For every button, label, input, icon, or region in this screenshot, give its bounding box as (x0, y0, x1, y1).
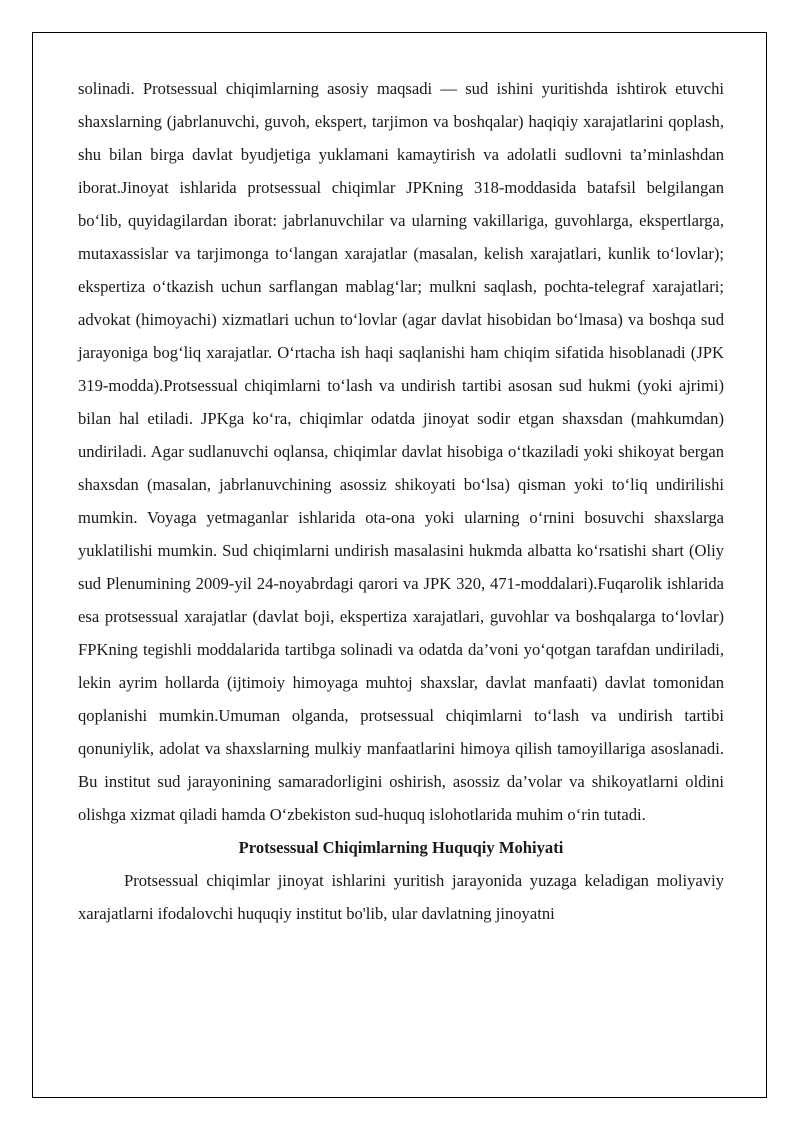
body-paragraph: solinadi. Protsessual chiqimlarning asosiy maqsadi — sud ishini yuritishda ishtirok etuvchi shaxslarning (jabrlanuvchi, guvoh, ekspert, tarjimon va boshqalar) haqiqiy xarajatlarini qoplash, shu bilan birga davlat byudjetiga yuklamani kamaytirish va adolatli sudlovni ta’minlashdan iborat.Jinoyat ishlarida protsessual chiqimlar JPKning 318-moddasida batafsil belgilangan bo‘lib, quyidagilardan iborat: jabrlanuvchilar va ularning vakillariga, guvohlarga, ekspertlarga, mutaxassislar va tarjimonga to‘langan xarajatlar (masalan, kelish xarajatlari, kunlik to‘lovlar); ekspertiza o‘tkazish uchun sarflangan mablag‘lar; mulkni saqlash, pochta-telegraf xarajatlari; advokat (himoyachi) xizmatlari uchun to‘lovlar (agar davlat hisobidan bo‘lmasa) va boshqa sud jarayoniga bog‘liq xarajatlar. O‘rtacha ish haqi saqlanishi ham chiqim sifatida hisoblanadi (JPK 319-modda).Protsessual chiqimlarni to‘lash va undirish tartibi asosan sud hukmi (yoki ajrimi) bilan hal etiladi. JPKga ko‘ra, chiqimlar odatda jinoyat sodir etgan shaxsdan (mahkumdan) undiriladi. Agar sudlanuvchi oqlansa, chiqimlar davlat hisobiga o‘tkaziladi yoki shikoyat bergan shaxsdan (masalan, jabrlanuvchining asossiz shikoyati bo‘lsa) qisman yoki to‘liq undirilishi mumkin. Voyaga yetmaganlar ishlarida ota-ona yoki ularning o‘rnini bosuvchi shaxslarga yuklatilishi mumkin. Sud chiqimlarni undirish masalasini hukmda albatta ko‘rsatishi shart (Oliy sud Plenumining 2009-yil 24-noyabrdagi qarori va JPK 320, 471-moddalari).Fuqarolik ishlarida esa protsessual xarajatlar (davlat boji, ekspertiza xarajatlari, guvohlar va boshqalarga to‘lovlar) FPKning tegishli moddalarida tartibga solinadi va odatda da’voni yo‘qotgan tarafdan undiriladi, lekin ayrim hollarda (ijtimoiy himoyaga muhtoj shaxslar, davlat manfaati) davlat tomonidan qoplanishi mumkin.Umuman olganda, protsessual chiqimlarni to‘lash va undirish tartibi qonuniylik, adolat va shaxslarning mulkiy manfaatlarini himoya qilish tamoyillariga asoslanadi. Bu institut sud jarayonining samaradorligini oshirish, asossiz da’volar va shikoyatlarni oldini olishga xizmat qiladi hamda O‘zbekiston sud-huquq islohotlarida muhim o‘rin tutadi. (78, 79, 724, 824)
document-body (78, 72, 724, 930)
body-paragraph-continued: Protsessual chiqimlar jinoyat ishlarini yuritish jarayonida yuzaga keladigan moliyaviy xarajatlarni ifodalovchi huquqiy institut bo'lib, ular davlatning jinoyatni (78, 871, 724, 923)
section-heading: Protsessual Chiqimlarning Huquqiy Mohiyati (238, 838, 564, 857)
